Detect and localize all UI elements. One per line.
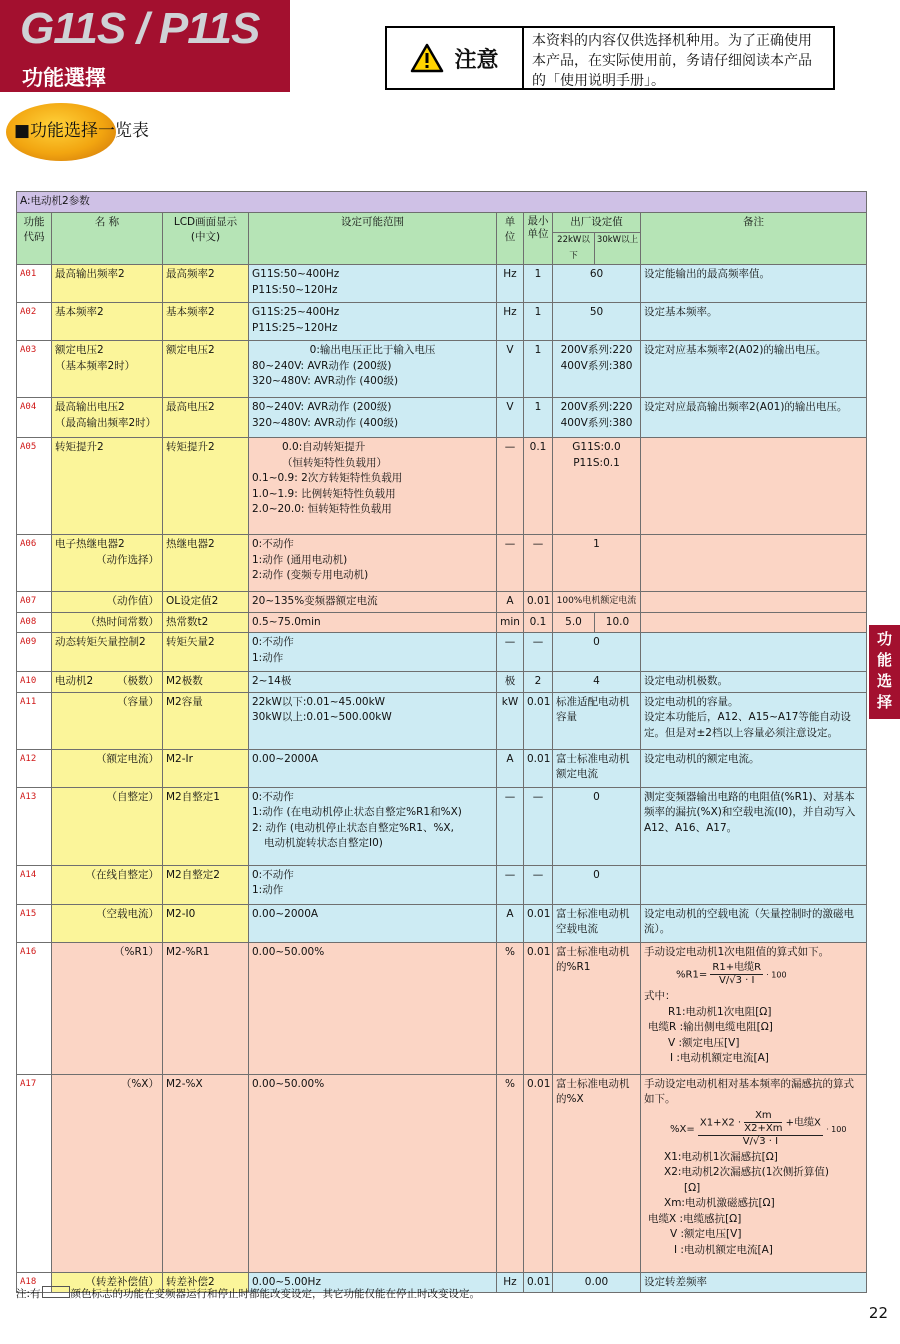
formula-denominator: V/√3 · I (718, 975, 755, 986)
series-title: G11S / P11S (20, 4, 260, 53)
remarks-cell: 测定变频器输出电路的电阻值(%R1)、对基本频率的漏抗(%X)和空载电流(I0)，并自动写入A12、A16、A17。 (641, 787, 867, 865)
name-line: 电子热继电器2 (55, 538, 125, 550)
range-cell: 0.5~75.0min (249, 612, 497, 633)
unit-cell: A (497, 749, 524, 787)
inner-denominator: X2+Xm (744, 1122, 783, 1134)
code-cell: A06 (17, 535, 52, 592)
name-cell: （动作值） (52, 592, 163, 613)
name-cell: （热时间常数） (52, 612, 163, 633)
table-row (17, 633, 867, 672)
min-cell: — (524, 633, 553, 672)
min-cell: — (524, 787, 553, 865)
formula-multiplier: · 100 (826, 1124, 847, 1134)
remarks-cell (641, 438, 867, 535)
lcd-cell: 热常数t2 (163, 612, 249, 633)
range-cell: 0.00~50.00% (249, 1074, 497, 1272)
inner-fraction (744, 1110, 782, 1135)
code-cell: A04 (17, 398, 52, 438)
lcd-cell: 最高频率2 (163, 265, 249, 303)
formula-var: I :电动机额定电流[A] (670, 1052, 769, 1064)
table-row (17, 865, 867, 904)
range-cell (249, 787, 497, 865)
name-cell: 动态转矩矢量控制2 (52, 633, 163, 672)
factory-cell: G11S:0.0 P11S:0.1 (553, 438, 641, 535)
unit-cell: — (497, 535, 524, 592)
lcd-cell: M2容量 (163, 692, 249, 749)
table-row (17, 341, 867, 398)
formula-var: R1:电动机1次电阻[Ω] (668, 1005, 772, 1018)
header-factory: 出厂设定值 (553, 212, 641, 233)
remarks-text: 手动设定电动机相对基本频率的漏感抗的算式如下。 (644, 1077, 854, 1105)
name-cell: （额定电流） (52, 749, 163, 787)
min-cell: 0.01 (524, 749, 553, 787)
footnote (16, 1286, 480, 1301)
factory-cell: 富士标准电动机 的%R1 (553, 942, 641, 1074)
remarks-cell (641, 1074, 867, 1272)
footnote-text: 颜色标志的功能在变频器运行和停止时都能改变设定，其它功能仅能在停止时改变设定。 (70, 1288, 481, 1300)
formula-fraction (698, 1110, 823, 1148)
remarks-cell (641, 535, 867, 592)
lcd-cell: OL设定值2 (163, 592, 249, 613)
footnote-prefix: 注:有 (16, 1288, 41, 1300)
unit-cell: V (497, 398, 524, 438)
table-row (17, 535, 867, 592)
warning-icon (410, 43, 444, 73)
remarks-cell (641, 942, 867, 1074)
range-cell: 0.00~2000A (249, 749, 497, 787)
factory-cell: 1 (553, 535, 641, 592)
unit-cell: A (497, 904, 524, 942)
range-cell: 2~14极 (249, 672, 497, 693)
formula-lhs: %R1= (676, 969, 708, 981)
name-cell: （自整定） (52, 787, 163, 865)
name-cell: （%R1） (52, 942, 163, 1074)
formula-where: 式中： (644, 990, 676, 1002)
range-cell (249, 341, 497, 398)
formula-var: V :额定电压[V] (668, 1036, 740, 1049)
factory-cell: 200V系列:220 400V系列:380 (553, 398, 641, 438)
header-unit: 单位 (497, 212, 524, 265)
formula-x (644, 1110, 863, 1148)
header-lcd: LCD画面显示 (中文) (163, 212, 249, 265)
unit-cell: 极 (497, 672, 524, 693)
unit-cell: Hz (497, 265, 524, 303)
min-cell: — (524, 535, 553, 592)
notice-label-cell (387, 28, 524, 88)
formula-fraction (710, 962, 763, 987)
range-cell: 0:不动作 1:动作 (通用电动机) 2:动作 (变频专用电动机) (249, 535, 497, 592)
code-cell: A15 (17, 904, 52, 942)
range-cell: 0:不动作 1:动作 (249, 865, 497, 904)
formula-numerator (698, 1110, 823, 1136)
notice-label: 注意 (454, 47, 499, 73)
formula-denominator: V/√3 · I (742, 1135, 779, 1147)
name-part: （极数） (117, 675, 159, 687)
remarks-cell: 设定转差频率 (641, 1272, 867, 1293)
remarks-cell: 设定电动机的容量。 设定本功能后，A12、A15~A17等能自动设定。但是对±2档以上容量必须注意设定。 (641, 692, 867, 749)
factory-cell: 60 (553, 265, 641, 303)
code-cell: A12 (17, 749, 52, 787)
code-cell: A10 (17, 672, 52, 693)
formula-var: [Ω] (684, 1181, 701, 1194)
factory-cell: 富士标准电动机 的%X (553, 1074, 641, 1272)
unit-cell: min (497, 612, 524, 633)
range-cell: G11S:25~400Hz P11S:25~120Hz (249, 303, 497, 341)
side-tab[interactable]: 功 能 选 择 (869, 625, 900, 719)
min-cell: 1 (524, 398, 553, 438)
range-cell: 0:不动作 1:动作 (249, 633, 497, 672)
min-cell: 0.01 (524, 942, 553, 1074)
factory-cell: 50 (553, 303, 641, 341)
header-name: 名 称 (52, 212, 163, 265)
min-cell: 0.01 (524, 592, 553, 613)
lcd-cell: 热继电器2 (163, 535, 249, 592)
code-cell: A08 (17, 612, 52, 633)
factory-cell: 4 (553, 672, 641, 693)
formula-numerator: R1+电缆R (712, 962, 762, 973)
table-row (17, 942, 867, 1074)
formula-var: V :额定电压[V] (670, 1228, 742, 1240)
code-cell: A13 (17, 787, 52, 865)
unit-cell: — (497, 787, 524, 865)
name-cell: （%X） (52, 1074, 163, 1272)
range-line: 0:输出电压正比于输入电压 (309, 344, 436, 356)
section-title: ■功能选择一览表 (14, 121, 150, 141)
header-f2: 30kW以上 (595, 233, 641, 265)
remarks-cell: 设定能输出的最高频率值。 (641, 265, 867, 303)
factory-cell: 富士标准电动机 空载电流 (553, 904, 641, 942)
range-line: 80~240V: AVR动作 (200级) 320~480V: AVR动作 (400级) (252, 359, 399, 387)
lcd-cell: M2-%R1 (163, 942, 249, 1074)
unit-cell: A (497, 592, 524, 613)
factory-cell-f1: 5.0 (553, 612, 595, 633)
remarks-text: 手动设定电动机1次电阻值的算式如下。 (644, 945, 830, 958)
header-banner (0, 0, 290, 92)
range-cell (249, 438, 497, 535)
color-legend-box (42, 1286, 70, 1298)
min-cell: — (524, 865, 553, 904)
formula-var: 电缆X :电缆感抗[Ω] (648, 1212, 742, 1225)
range-line: 0:不动作 1:动作 (在电动机停止状态自整定%R1和%X) 2: 动作 (电动机停止状态自整定%R1、%X, (252, 790, 462, 834)
remarks-cell: 设定基本频率。 (641, 303, 867, 341)
unit-cell: — (497, 865, 524, 904)
remarks-cell (641, 592, 867, 613)
min-cell: 0.01 (524, 1272, 553, 1293)
lcd-cell: 转差补偿2 (163, 1272, 249, 1293)
range-cell: 0.00~5.00Hz (249, 1272, 497, 1293)
name-cell: 转矩提升2 (52, 438, 163, 535)
header-remarks: 备注 (641, 212, 867, 265)
range-cell: 0.00~50.00% (249, 942, 497, 1074)
name-cell: 额定电压2 （基本频率2时） (52, 341, 163, 398)
lcd-cell: M2自整定1 (163, 787, 249, 865)
remarks-cell: 设定对应基本频率2(A02)的输出电压。 (641, 341, 867, 398)
lcd-cell: 最高电压2 (163, 398, 249, 438)
formula-multiplier: · 100 (766, 970, 787, 980)
formula-r1 (644, 962, 863, 987)
code-cell: A09 (17, 633, 52, 672)
min-cell: 0.01 (524, 692, 553, 749)
name-cell: 基本频率2 (52, 303, 163, 341)
name-cell: （在线自整定） (52, 865, 163, 904)
remarks-cell: 设定电动机的额定电流。 (641, 749, 867, 787)
table-row (17, 592, 867, 613)
unit-cell: % (497, 1074, 524, 1272)
function-table (16, 191, 867, 1293)
lcd-cell: M2-%X (163, 1074, 249, 1272)
factory-cell: 富士标准电动机 额定电流 (553, 749, 641, 787)
range-cell: 22kW以下:0.01~45.00kW 30kW以上:0.01~500.00kW (249, 692, 497, 749)
name-cell: （转差补偿值） (52, 1272, 163, 1293)
code-cell: A02 (17, 303, 52, 341)
remarks-cell: 设定对应最高输出频率2(A01)的输出电压。 (641, 398, 867, 438)
unit-cell: % (497, 942, 524, 1074)
code-cell: A01 (17, 265, 52, 303)
remarks-cell: 设定电动机的空载电流（矢量控制时的激磁电流）。 (641, 904, 867, 942)
header-min-unit: 最小 单位 (524, 212, 553, 265)
lcd-cell: M2-Ir (163, 749, 249, 787)
remarks-cell (641, 633, 867, 672)
factory-cell: 100%电机额定电流 (553, 592, 641, 613)
formula-var: X2:电动机2次漏感抗(1次侧折算值) (664, 1166, 829, 1178)
notice-text: 本资料的内容仅供选择机种用。为了正确使用本产品，在实际使用前，务请仔细阅读本产品的「使用说明手册」。 (532, 33, 812, 89)
table-row (17, 692, 867, 749)
range-cell: 80~240V: AVR动作 (200级) 320~480V: AVR动作 (400级) (249, 398, 497, 438)
range-cell: 0.00~2000A (249, 904, 497, 942)
formula-var: Xm:电动机激磁感抗[Ω] (664, 1197, 775, 1209)
table-row (17, 438, 867, 535)
factory-cell: 200V系列:220 400V系列:380 (553, 341, 641, 398)
table-row (17, 303, 867, 341)
formula-var: I :电动机额定电流[A] (674, 1243, 773, 1256)
page-subtitle: 功能選擇 (22, 66, 106, 90)
min-cell: 0.1 (524, 612, 553, 633)
notice-box (385, 26, 835, 90)
page-number: 22 (868, 1304, 888, 1322)
table-row (17, 265, 867, 303)
name-cell (52, 535, 163, 592)
header-code: 功能 代码 (17, 212, 52, 265)
name-part: 电动机2 (55, 675, 94, 687)
min-cell: 1 (524, 303, 553, 341)
formula-num-a: X1+X2 · (699, 1117, 742, 1128)
factory-cell: 0.00 (553, 1272, 641, 1293)
name-cell: 最高输出电压2 （最高输出频率2时） (52, 398, 163, 438)
inner-numerator: Xm (744, 1110, 782, 1123)
code-cell: A11 (17, 692, 52, 749)
unit-cell: Hz (497, 1272, 524, 1293)
code-cell: A17 (17, 1074, 52, 1272)
factory-cell: 标准适配电动机 容量 (553, 692, 641, 749)
lcd-cell: 基本频率2 (163, 303, 249, 341)
factory-cell: 0 (553, 787, 641, 865)
table-row (17, 398, 867, 438)
unit-cell: — (497, 633, 524, 672)
code-cell: A05 (17, 438, 52, 535)
unit-cell: kW (497, 692, 524, 749)
unit-cell: — (497, 438, 524, 535)
min-cell: 2 (524, 672, 553, 693)
unit-cell: V (497, 341, 524, 398)
header-range: 设定可能范围 (249, 212, 497, 265)
code-cell: A18 (17, 1272, 52, 1293)
factory-cell-f2: 10.0 (595, 612, 641, 633)
remarks-cell (641, 612, 867, 633)
name-cell: 最高输出频率2 (52, 265, 163, 303)
code-cell: A14 (17, 865, 52, 904)
lcd-cell: 转矩提升2 (163, 438, 249, 535)
name-cell: （容量） (52, 692, 163, 749)
lcd-cell: 转矩矢量2 (163, 633, 249, 672)
lcd-cell: 额定电压2 (163, 341, 249, 398)
lcd-cell: M2自整定2 (163, 865, 249, 904)
table-row (17, 1074, 867, 1272)
table-row (17, 612, 867, 633)
name-line: （动作选择） (96, 553, 159, 566)
table-row (17, 904, 867, 942)
formula-var: 电缆R :输出侧电缆电阻[Ω] (648, 1021, 773, 1033)
table-row (17, 672, 867, 693)
code-cell: A03 (17, 341, 52, 398)
code-cell: A16 (17, 942, 52, 1074)
range-line: 0.1~0.9: 2次方转矩特性负载用 1.0~1.9: 比例转矩特性负载用 2.0~20.0: 恒转矩特性负载用 (252, 472, 403, 515)
table-row (17, 749, 867, 787)
min-cell: 0.01 (524, 1074, 553, 1272)
table-caption: A:电动机2参数 (17, 192, 867, 213)
range-line: 0.0:自动转矩提升 （恒转矩特性负载用） (282, 441, 387, 469)
min-cell: 0.1 (524, 438, 553, 535)
formula-num-b: +电缆X (785, 1117, 821, 1128)
remarks-cell (641, 865, 867, 904)
formula-lhs: %X= (670, 1123, 695, 1135)
table-row (17, 787, 867, 865)
lcd-cell: M2极数 (163, 672, 249, 693)
min-cell: 1 (524, 341, 553, 398)
lcd-cell: M2-I0 (163, 904, 249, 942)
factory-cell: 0 (553, 865, 641, 904)
formula-var: X1:电动机1次漏感抗[Ω] (664, 1150, 778, 1163)
unit-cell: Hz (497, 303, 524, 341)
range-cell: G11S:50~400Hz P11S:50~120Hz (249, 265, 497, 303)
name-cell: （空载电流） (52, 904, 163, 942)
range-cell: 20~135%变频器额定电流 (249, 592, 497, 613)
range-line: 电动机旋转状态自整定I0) (264, 837, 383, 849)
min-cell: 1 (524, 265, 553, 303)
code-cell: A07 (17, 592, 52, 613)
min-cell: 0.01 (524, 904, 553, 942)
header-f1: 22kW以下 (553, 233, 595, 265)
remarks-cell: 设定电动机极数。 (641, 672, 867, 693)
name-cell (52, 672, 163, 693)
factory-cell: 0 (553, 633, 641, 672)
